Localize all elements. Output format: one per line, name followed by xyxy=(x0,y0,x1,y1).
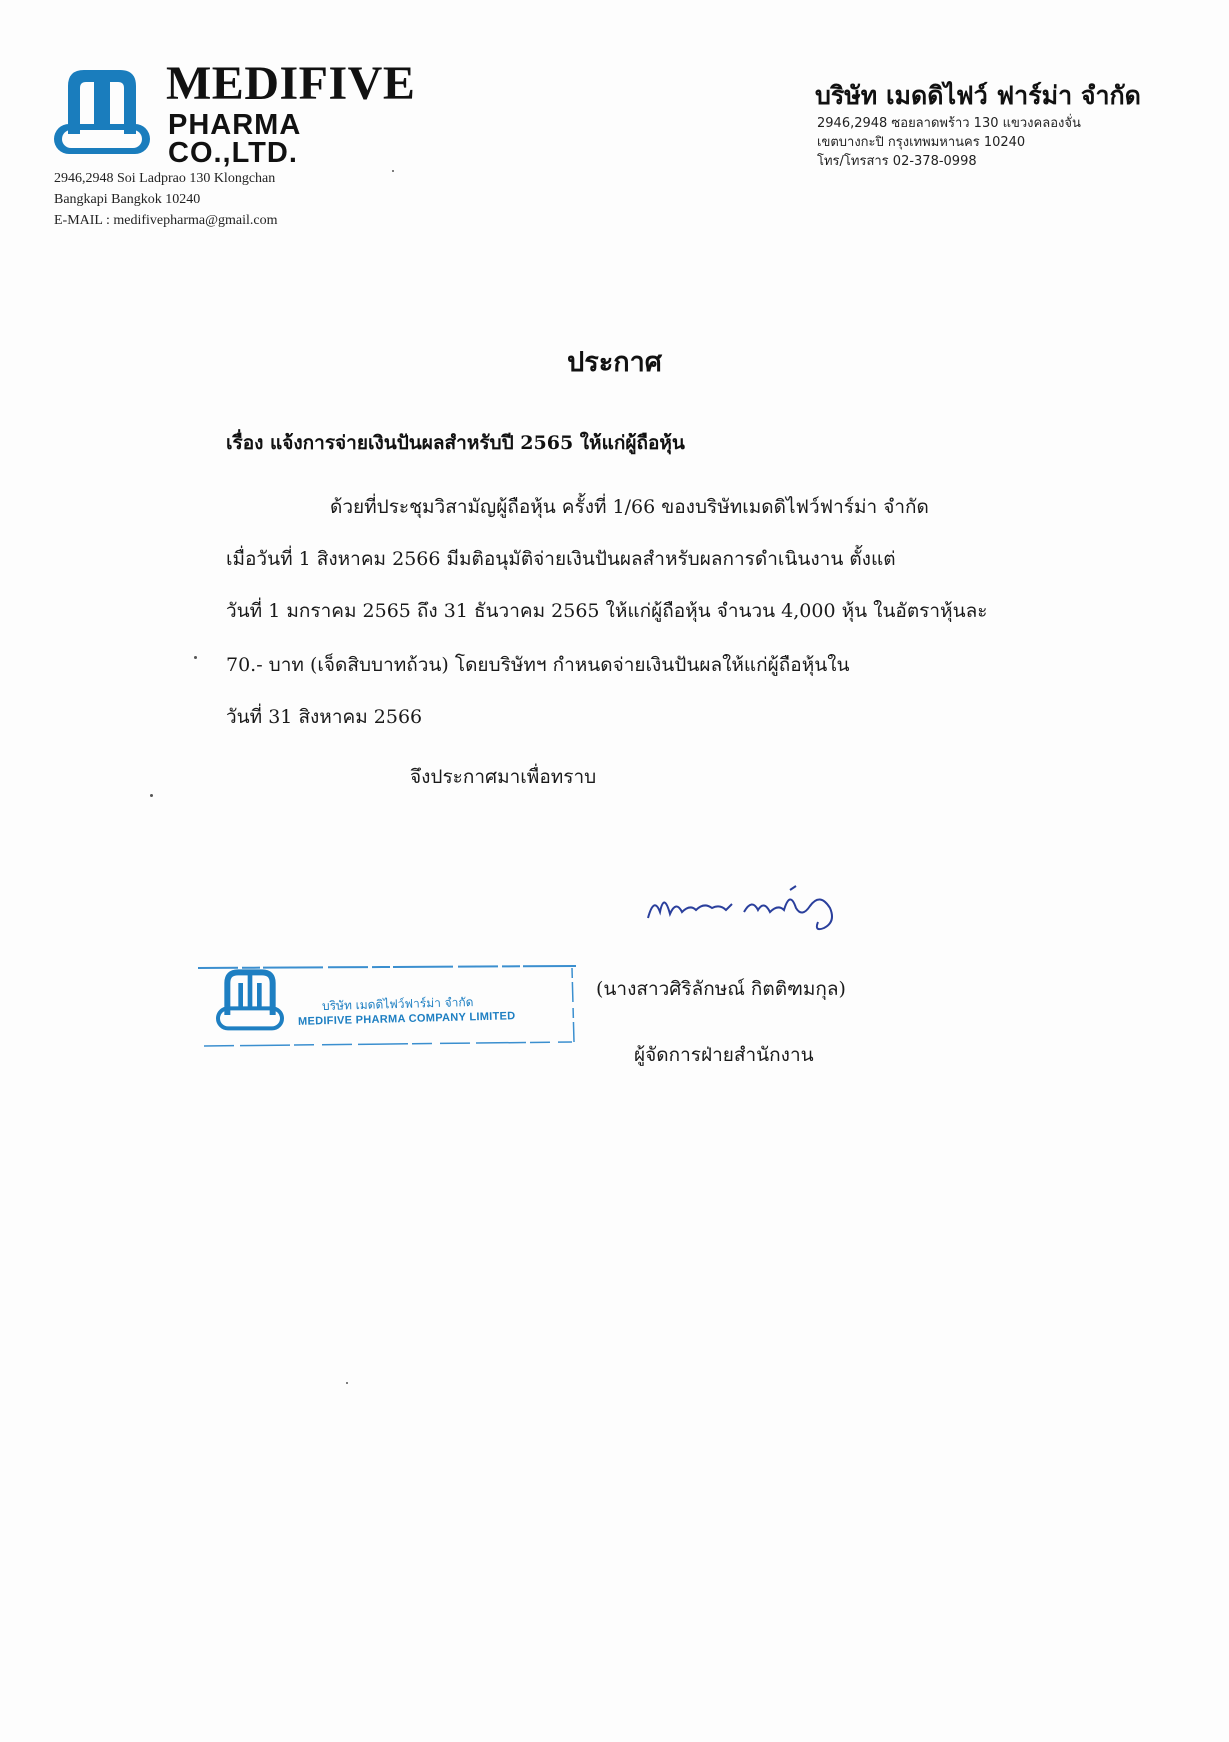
address-english xyxy=(54,168,277,231)
signatory-name: (นางสาวศิริลักษณ์ กิตติฑมกุล) xyxy=(596,978,846,1000)
closing-line: จึงประกาศมาเพื่อทราบ xyxy=(410,766,597,788)
scan-speck xyxy=(392,170,394,172)
signatory-position: ผู้จัดการฝ่ายสำนักงาน xyxy=(634,1044,814,1066)
scan-speck xyxy=(194,656,197,659)
address-en-line: Bangkapi Bangkok 10240 xyxy=(54,192,201,207)
brand-company-suffix: CO.,LTD. xyxy=(168,137,298,169)
company-name-thai: บริษัท เมดดิไฟว์ ฟาร์ม่า จำกัด xyxy=(815,81,1141,110)
stamp-logo-icon xyxy=(214,968,286,1034)
stamp-text-thai: บริษัท เมดดิไฟว์ฟาร์ม่า จำกัด xyxy=(321,995,474,1013)
email-line: E-MAIL : medifivepharma@gmail.com xyxy=(54,213,278,228)
body-line: 70.- บาท (เจ็ดสิบบาทถ้วน) โดยบริษัทฯ กำหนดจ่ายเงินปันผลให้แก่ผู้ถือหุ้นใน xyxy=(226,654,850,676)
address-thai xyxy=(817,114,1081,171)
medifive-logo-icon xyxy=(48,64,156,162)
announcement-subject: เรื่อง แจ้งการจ่ายเงินปันผลสำหรับปี 2565 ให้แก่ผู้ถือหุ้น xyxy=(226,432,685,454)
body-line: ด้วยที่ประชุมวิสามัญผู้ถือหุ้น ครั้งที่ 1/66 ของบริษัทเมดดิไฟว์ฟาร์ม่า จำกัด xyxy=(330,496,929,518)
body-line: วันที่ 31 สิงหาคม 2566 xyxy=(226,706,423,728)
body-line: เมื่อวันที่ 1 สิงหาคม 2566 มีมติอนุมัติจ่ายเงินปันผลสำหรับผลการดำเนินงาน ตั้งแต่ xyxy=(226,548,896,570)
scan-speck xyxy=(346,1382,348,1384)
phone-line: โทร/โทรสาร 02-378-0998 xyxy=(817,154,977,169)
address-th-line: 2946,2948 ซอยลาดพร้าว 130 แขวงคลองจั่น xyxy=(817,116,1081,131)
announcement-title: ประกาศ xyxy=(567,347,662,378)
stamp-text-english: MEDIFIVE PHARMA COMPANY LIMITED xyxy=(297,1010,516,1028)
address-th-line: เขตบางกะปิ กรุงเทพมหานคร 10240 xyxy=(817,135,1026,150)
brand-subtitle: PHARMA xyxy=(168,109,302,141)
handwritten-signature xyxy=(640,878,860,938)
scan-speck xyxy=(150,794,153,797)
brand-name: MEDIFIVE xyxy=(166,57,416,110)
address-en-line: 2946,2948 Soi Ladprao 130 Klongchan xyxy=(54,171,276,186)
body-line: วันที่ 1 มกราคม 2565 ถึง 31 ธันวาคม 2565 ให้แก่ผู้ถือหุ้น จำนวน 4,000 หุ้น ในอัตราหุ้นละ xyxy=(226,600,988,622)
